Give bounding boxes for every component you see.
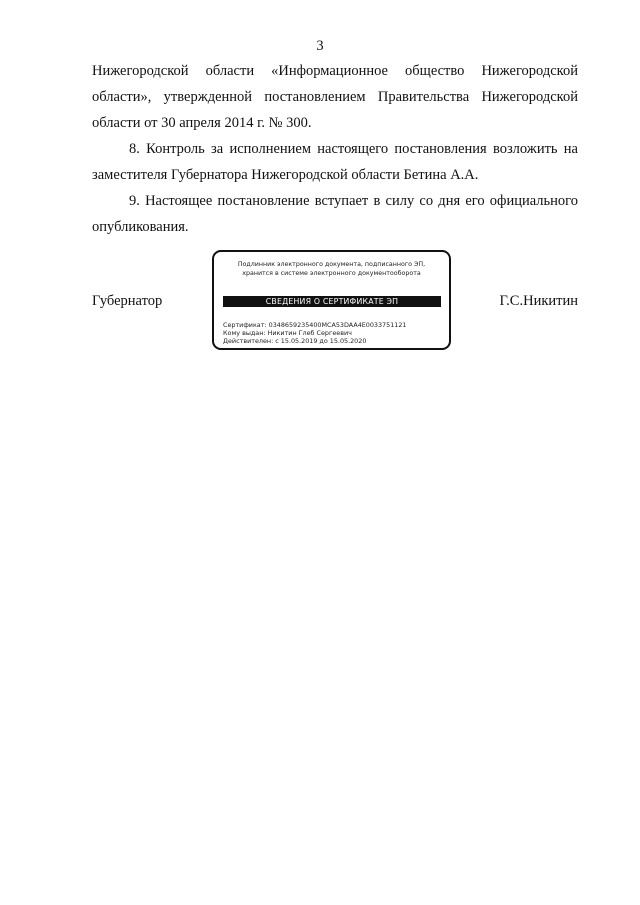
- paragraph-line: области от 30 апреля 2014 г. № 300.: [92, 115, 312, 131]
- paragraph-line: Нижегородской области «Информационное общество Нижегородской: [92, 63, 578, 79]
- paragraph-9: 9. Настоящее постановление вступает в силу со дня его официального опубликования.: [92, 193, 578, 235]
- certificate-validity: Действителен: с 15.05.2019 до 15.05.2020: [223, 337, 367, 345]
- stamp-notice-line: Подлинник электронного документа, подписанного ЭП,: [237, 261, 426, 268]
- stamp-notice-line: хранится в системе электронного документооборота: [242, 269, 421, 277]
- stamp-notice: [214, 261, 449, 278]
- signer-position: Губернатор: [92, 293, 163, 309]
- stamp-details: [223, 321, 406, 345]
- paragraph-8: 8. Контроль за исполнением настоящего постановления возложить на заместителя Губернатора Нижегородской области Бетина А.А.: [92, 141, 578, 183]
- paragraph-line: области», утвержденной постановлением Правительства Нижегородской: [92, 89, 578, 105]
- certificate-owner: Кому выдан: Никитин Глеб Сергеевич: [223, 329, 352, 337]
- stamp-header: СВЕДЕНИЯ О СЕРТИФИКАТЕ ЭП: [223, 296, 441, 307]
- page-number: 3: [316, 38, 324, 54]
- paragraph-continued: [92, 58, 578, 136]
- signer-name: Г.С.Никитин: [499, 293, 578, 309]
- certificate-stamp: [212, 250, 451, 350]
- certificate-number: Сертификат: 0348659235400МСА53DAA4E0033751121: [223, 321, 407, 329]
